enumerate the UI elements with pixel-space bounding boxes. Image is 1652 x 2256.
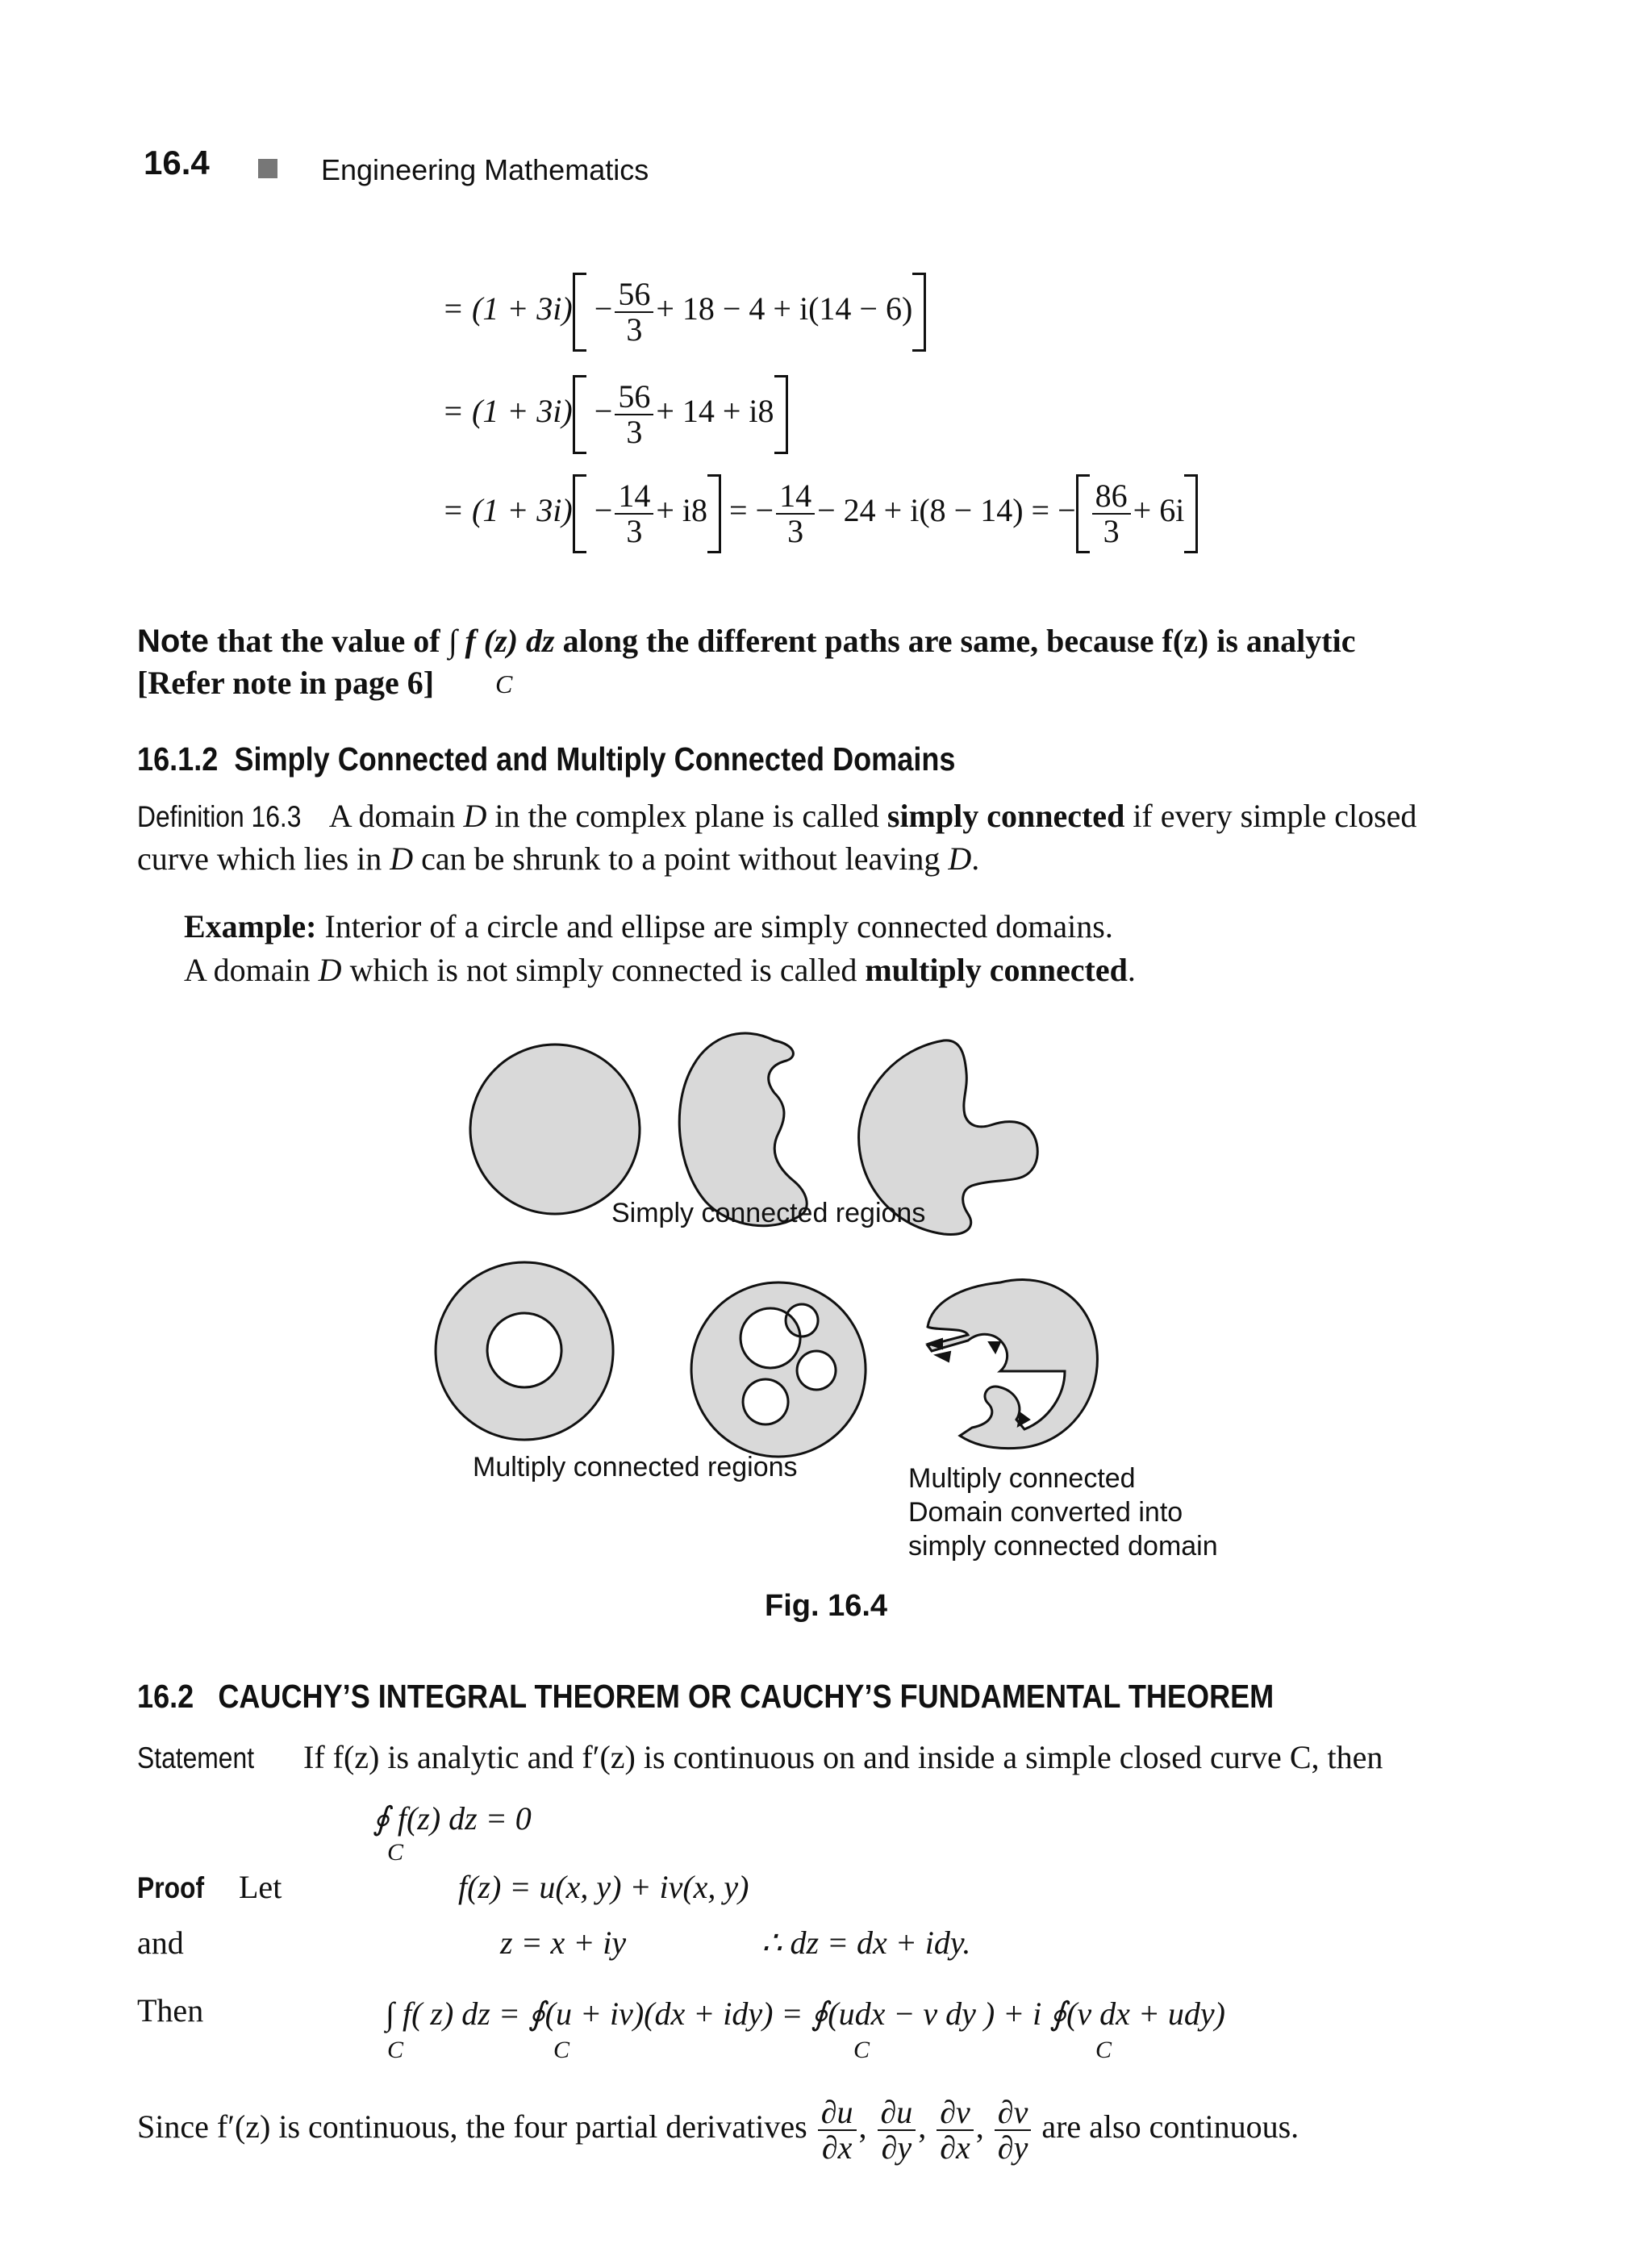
running-title: Engineering Mathematics <box>321 153 649 186</box>
calc-rest: + 18 − 4 + i(14 − 6) <box>656 290 913 327</box>
calc-lhs: = (1 + 3i) <box>442 290 573 327</box>
figure-caption: Fig. 16.4 <box>765 1589 888 1623</box>
statement-equation: ∮ f(z) dz = 0 <box>373 1800 532 1837</box>
partial-du-dy: $\frac{\partial u}{\partial y}$ <box>878 2095 916 2165</box>
section-heading-16-1-2: 16.1.2 Simply Connected and Multiply Connected Domains <box>137 740 956 778</box>
since-line: Since f′(z) is continuous, the four partial derivatives $\frac{\partial u}{\partial x}$ , $\frac{\partial u}{\partial y}$ , $\frac{\partial v}{\partial x}$ , $\frac{\partial v}{\partial y}$ are also continuous. <box>137 2094 1299 2166</box>
proof-and: and <box>137 1924 184 1961</box>
simply-disc <box>470 1045 640 1214</box>
simply-crescent <box>679 1033 807 1226</box>
fraction: $\frac{56}{3}$ <box>615 380 653 449</box>
proof-then: Then <box>137 1992 204 2029</box>
calc-line-2: = (1 + 3i) − $\frac{56}{3}$ + 14 + i8 <box>442 375 788 454</box>
fraction: $\frac{86}{3}$ <box>1092 479 1131 548</box>
multiply-connected-label: Multiply connected regions <box>473 1452 798 1482</box>
note-line-2: [Refer note in page 6] <box>137 665 435 701</box>
note-integral: ∫ f (z) dz <box>448 623 555 659</box>
statement-label: Statement <box>137 1741 255 1774</box>
partial-dv-dx: $\frac{\partial v}{\partial x}$ <box>937 2095 974 2165</box>
note-integral-sub: C <box>495 669 513 698</box>
proof-eq3-sub-4: C <box>1095 2037 1112 2063</box>
multiply-holes <box>691 1282 866 1457</box>
note-label: Note <box>137 623 209 659</box>
definition-line-1: Definition 16.3 A domain D in the complex plane is called simply connected if every simple closed <box>137 794 1541 839</box>
example-line-1: Example: Interior of a circle and ellipse are simply connected domains. <box>184 908 1113 945</box>
proof-line-1: Proof Let <box>137 1866 282 1910</box>
partial-dv-dy: $\frac{\partial v}{\partial y}$ <box>995 2095 1032 2165</box>
proof-eq3-sub-2: C <box>553 2037 570 2063</box>
converted-domain <box>928 1280 1097 1449</box>
proof-eq-1: f(z) = u(x, y) + iv(x, y) <box>458 1869 749 1905</box>
definition-label: Definition 16.3 <box>137 800 302 833</box>
partial-du-dx: $\frac{\partial u}{\partial x}$ <box>818 2095 857 2165</box>
proof-label: Proof <box>137 1871 205 1904</box>
fraction: $\frac{14}{3}$ <box>615 479 653 548</box>
proof-eq3-sub-1: C <box>387 2037 404 2063</box>
fraction: $\frac{14}{3}$ <box>776 479 815 548</box>
hole-arrow-2 <box>1018 1413 1029 1426</box>
note-line-1: Note that the value of ∫ f (z) dz along the different paths are same, because f(z) is analytic <box>137 623 1356 659</box>
proof-eq-3: ∫ f( z) dz = ∮(u + iv)(dx + idy) = ∮(udx − v dy ) + i ∮(v dx + udy) <box>386 1995 1225 2032</box>
cut-arrow-2 <box>936 1352 950 1362</box>
hole-arrow-1 <box>989 1342 1000 1353</box>
page-number: 16.4 <box>144 144 210 181</box>
multiply-annulus <box>436 1262 613 1440</box>
proof-eq-2: z = x + iy <box>500 1924 627 1961</box>
calc-line-3: = (1 + 3i) − $\frac{14}{3}$ + i8 = − $\frac{14}{3}$ − 24 + i(8 − 14) = − $\frac{86}{3}$ + 6i <box>442 474 1198 553</box>
section-heading-16-2: 16.2 CAUCHY’S INTEGRAL THEOREM OR CAUCHY’S FUNDAMENTAL THEOREM <box>137 1678 1274 1715</box>
definition-line-2: curve which lies in D can be shrunk to a point without leaving D. <box>137 840 980 877</box>
statement-line: Statement If f(z) is analytic and f′(z) is continuous on and inside a simple closed curve C, then <box>137 1736 1383 1780</box>
statement-eq-sub: C <box>387 1839 404 1866</box>
example-line-2: A domain D which is not simply connected is called multiply connected. <box>184 952 1136 988</box>
simply-connected-label: Simply connected regions <box>611 1198 926 1228</box>
converted-domain-label: Multiply connected Domain converted into simply connected domain <box>908 1463 1218 1562</box>
proof-eq-2b: ∴ dz = dx + idy. <box>761 1924 971 1961</box>
fraction: $\frac{56}{3}$ <box>615 277 653 347</box>
proof-eq3-sub-3: C <box>853 2037 870 2063</box>
calc-line-1: = (1 + 3i) − $\frac{56}{3}$ + 18 − 4 + i(14 − 6) <box>442 273 926 352</box>
